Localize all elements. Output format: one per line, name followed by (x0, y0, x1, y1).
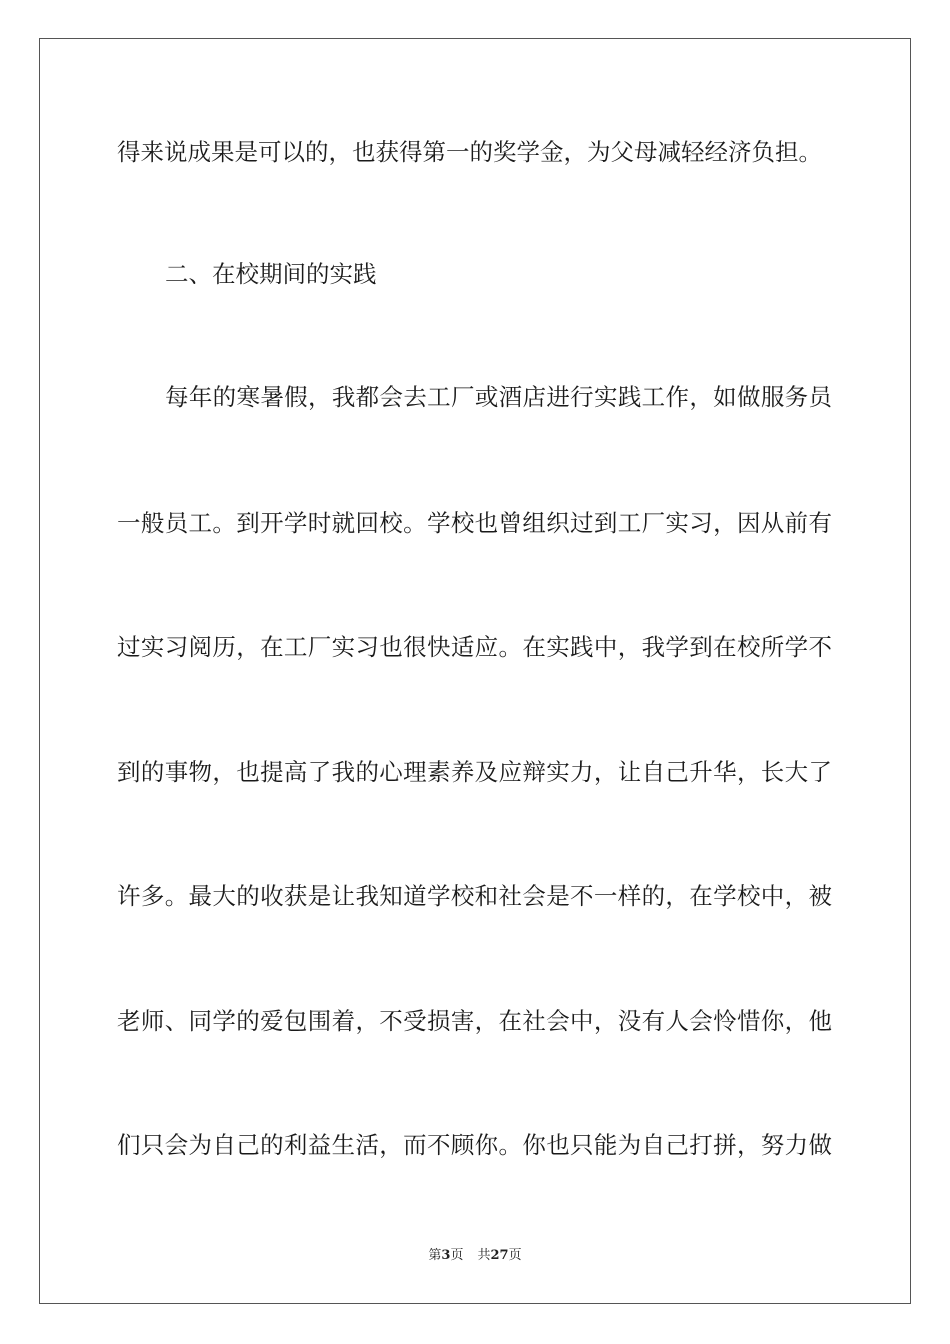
footer-page-prefix: 第 (428, 1248, 442, 1263)
page-frame (39, 38, 911, 1304)
footer-total-prefix: 共 (477, 1248, 491, 1263)
body-line-8: 们只会为自己的利益生活，而不顾你。你也只能为自己打拼，努力做 (117, 1131, 832, 1159)
body-line-3: 一般员工。到开学时就回校。学校也曾组织过到工厂实习，因从前有 (117, 509, 832, 537)
page-footer (0, 1247, 950, 1265)
body-line-4: 过实习阅历，在工厂实习也很快适应。在实践中，我学到在校所学不 (117, 633, 832, 661)
footer-page-number: 3 (441, 1248, 451, 1263)
footer-total-pages: 27 (490, 1248, 509, 1263)
body-line-1: 得来说成果是可以的，也获得第一的奖学金，为父母减轻经济负担。 (117, 138, 822, 166)
body-line-7: 老师、同学的爱包围着，不受损害，在社会中，没有人会怜惜你，他 (117, 1007, 832, 1035)
body-line-6: 许多。最大的收获是让我知道学校和社会是不一样的，在学校中，被 (117, 882, 832, 910)
body-line-2: 每年的寒暑假，我都会去工厂或酒店进行实践工作，如做服务员 (165, 383, 832, 411)
footer-page-suffix: 页 (450, 1248, 464, 1263)
footer-total-suffix: 页 (508, 1248, 522, 1263)
body-line-5: 到的事物，也提高了我的心理素养及应辩实力，让自己升华，长大了 (117, 758, 832, 786)
section-heading: 二、在校期间的实践 (165, 260, 377, 288)
